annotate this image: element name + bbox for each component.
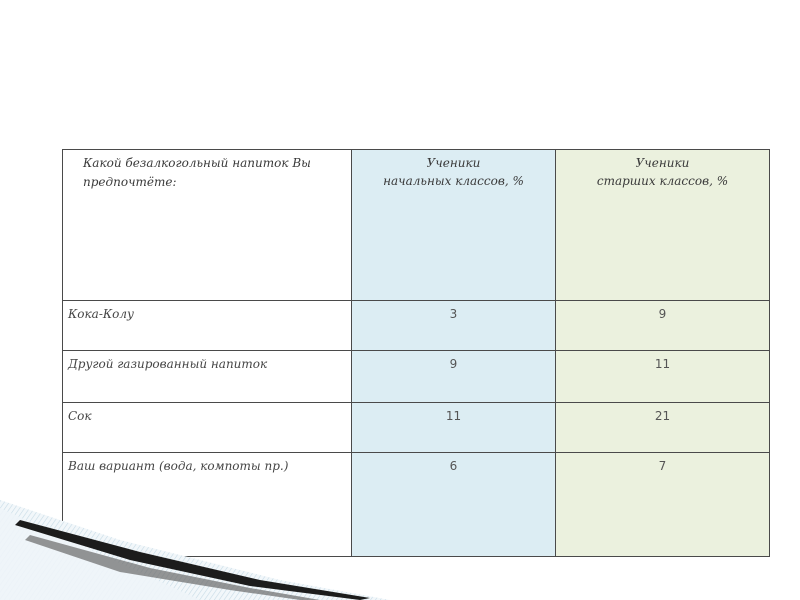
senior-value-cell <box>556 301 770 351</box>
senior-value-cell <box>556 402 770 452</box>
table-row <box>63 351 770 402</box>
row-label-cell <box>63 301 352 351</box>
row-label: Сок <box>68 408 92 423</box>
table-header-row <box>63 150 770 301</box>
table-row <box>63 301 770 351</box>
decorative-swoosh <box>0 480 800 600</box>
header-question-text: Какой безалкогольный напиток Вы предпочтёте: <box>83 156 311 189</box>
senior-value: 11 <box>654 357 671 372</box>
header-junior-line2: начальных классов, % <box>383 174 524 188</box>
senior-value: 9 <box>658 307 667 322</box>
header-senior-line2: старших классов, % <box>596 174 729 188</box>
row-label: Другой газированный напиток <box>68 357 268 372</box>
row-label-cell <box>63 402 352 452</box>
junior-value: 6 <box>449 458 458 473</box>
senior-value: 7 <box>658 458 667 473</box>
header-senior-line1: Ученики <box>635 156 690 170</box>
table-row <box>63 402 770 452</box>
junior-value: 3 <box>449 307 458 322</box>
row-label: Кока-Колу <box>68 307 134 322</box>
header-junior-cell <box>352 150 556 301</box>
row-label-cell <box>63 351 352 402</box>
junior-value-cell <box>352 402 556 452</box>
junior-value-cell <box>352 301 556 351</box>
header-junior-line1: Ученики <box>426 156 481 170</box>
senior-value: 21 <box>654 408 671 423</box>
header-question-cell <box>63 150 352 301</box>
junior-value-cell <box>352 351 556 402</box>
junior-value: 9 <box>449 357 458 372</box>
junior-value: 11 <box>445 408 462 423</box>
senior-value-cell <box>556 351 770 402</box>
header-senior-cell <box>556 150 770 301</box>
row-label: Ваш вариант (вода, компоты пр.) <box>68 458 289 473</box>
